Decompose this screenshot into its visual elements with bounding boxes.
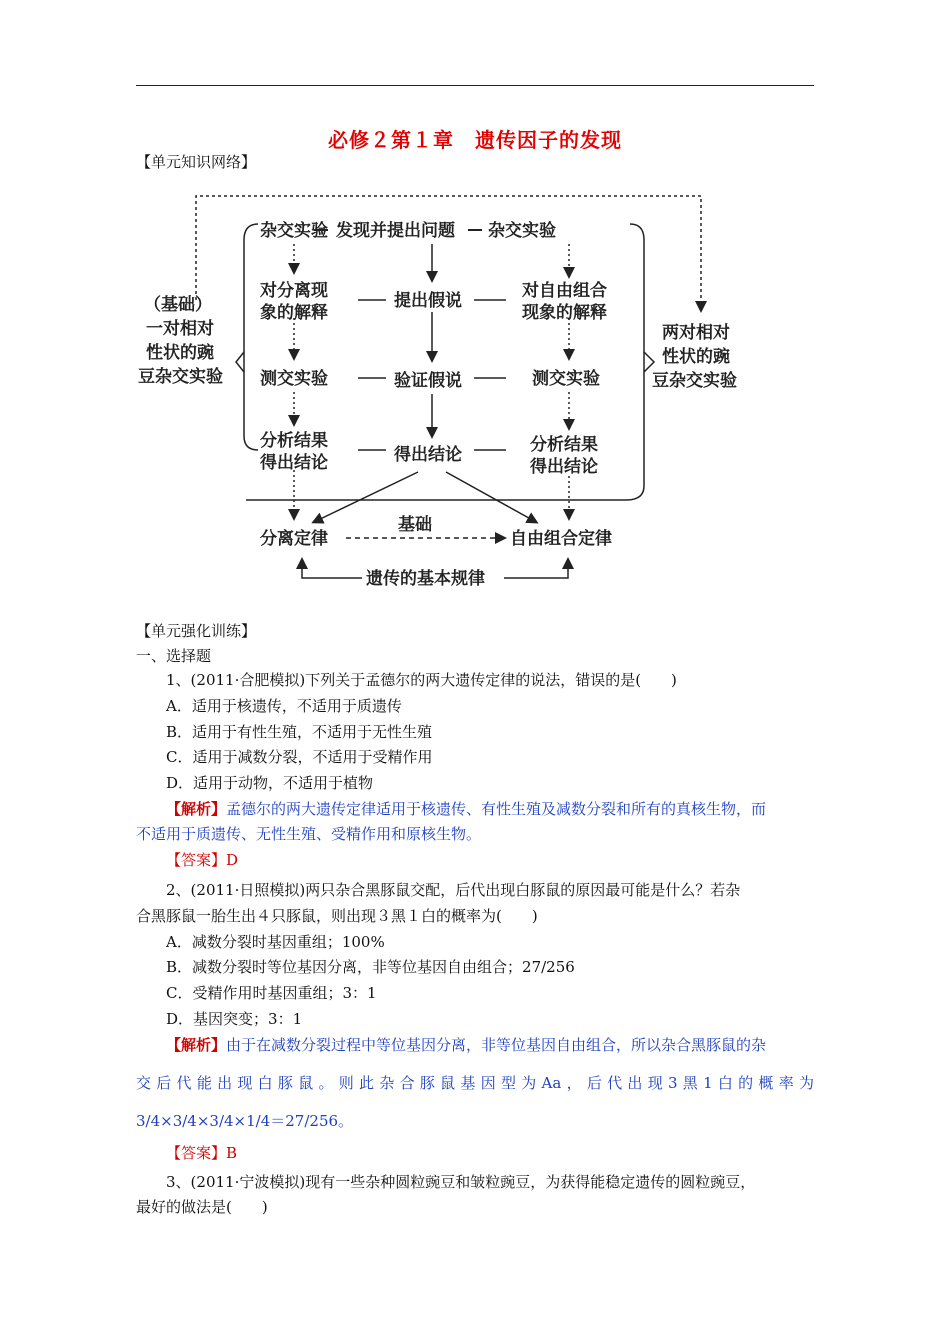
top-left-label: 杂交实验 [260,221,328,241]
part-one-heading: 一、选择题 [136,647,212,665]
q2-option-a: A．减数分裂时基因重组；100% [166,933,385,951]
q1-option-d: D．适用于动物，不适用于植物 [166,774,374,792]
q1-option-a: A．适用于核遗传，不适用于质遗传 [166,697,402,715]
q2-analysis-line3: 3/4×3/4×3/4×1/4＝27/256。 [136,1112,354,1130]
page-title: 必修２第１章 遗传因子的发现 [328,128,622,152]
row2-right-line1: 对自由组合 [522,281,607,301]
q1-option-b: B．适用于有性生殖，不适用于无性生殖 [166,723,433,741]
row4-right-line2: 得出结论 [530,457,598,477]
left-basis-line1: （基础） [144,295,212,315]
right-basis-line1: 两对相对 [662,323,730,343]
q1-analysis-text: 孟德尔的两大遗传定律适用于核遗传、有性生殖及减数分裂和所有的真核生物，而 [226,800,767,818]
section-training-heading: 【单元强化训练】 [136,622,257,640]
law-bottom: 遗传的基本规律 [366,569,485,589]
top-right-label: 杂交实验 [488,221,556,241]
row3-middle: 验证假说 [394,371,462,391]
row2-left-line1: 对分离现 [260,281,328,301]
q2-option-c: C．受精作用时基因重组；3：1 [166,984,377,1002]
row4-left-line2: 得出结论 [260,453,328,473]
q2-stem-line1: 2、(2011·日照模拟)两只杂合黑豚鼠交配，后代出现白豚鼠的原因最可能是什么？若杂 [166,881,741,899]
left-bracket [244,224,258,450]
law-right: 自由组合定律 [510,529,612,549]
section-network-heading: 【单元知识网络】 [136,153,257,171]
q1-analysis-line1 [166,799,766,819]
q1-stem: 1、(2011·合肥模拟)下列关于孟德尔的两大遗传定律的说法，错误的是( ) [166,671,677,689]
q1-option-c: C．适用于减数分裂，不适用于受精作用 [166,748,433,766]
row4-right-line1: 分析结果 [530,435,598,455]
q1-analysis-line2: 不适用于质遗传、无性生殖、受精作用和原核生物。 [136,825,482,843]
q2-stem-line2: 合黑豚鼠一胎生出４只豚鼠，则出现３黑１白的概率为( ) [136,907,538,925]
left-basis-line2: 一对相对 [146,319,214,339]
left-basis-line4: 豆杂交实验 [138,367,223,387]
row2-left-line2: 象的解释 [260,303,328,323]
row2-middle: 提出假说 [394,291,462,311]
row4-left-line1: 分析结果 [260,431,328,451]
right-basis-line2: 性状的豌 [662,347,730,367]
q2-analysis-line2: 交后代能出现白豚鼠。则此杂合豚鼠基因型为Aa，后代出现3黑1白的概率为 [136,1074,814,1092]
q3-stem-line1: 3、(2011·宁波模拟)现有一些杂种圆粒豌豆和皱粒豌豆，为获得能稳定遗传的圆粒豌豆， [166,1173,756,1191]
q3-stem-line2: 最好的做法是( ) [136,1198,268,1216]
law-left: 分离定律 [260,529,328,549]
q1-analysis-tag: 【解析】 [166,800,227,818]
header-rule [136,85,814,86]
q2-answer-tag: 【答案】 [166,1144,227,1162]
top-middle-label: 发现并提出问题 [336,221,455,241]
right-basis-line3: 豆杂交实验 [652,371,737,391]
law-basis: 基础 [398,515,432,535]
q2-answer [166,1143,237,1163]
q2-analysis-text: 由于在减数分裂过程中等位基因分离，非等位基因自由组合，所以杂合黑豚鼠的杂 [226,1036,767,1054]
row3-right: 测交实验 [532,369,600,389]
row4-middle: 得出结论 [394,445,462,465]
row3-left: 测交实验 [260,369,328,389]
row2-right-line2: 现象的解释 [522,303,607,323]
knowledge-network-diagram [136,182,756,594]
q2-option-d: D．基因突变；3：1 [166,1010,303,1028]
q2-answer-value: B [226,1144,238,1162]
q1-answer [166,850,238,870]
q2-analysis-line1 [166,1035,766,1055]
q1-answer-tag: 【答案】 [166,851,227,869]
q1-answer-value: D [226,851,239,869]
q2-option-b: B．减数分裂时等位基因分离，非等位基因自由组合；27/256 [166,958,575,976]
q2-analysis-tag: 【解析】 [166,1036,227,1054]
left-basis-line3: 性状的豌 [146,343,214,363]
